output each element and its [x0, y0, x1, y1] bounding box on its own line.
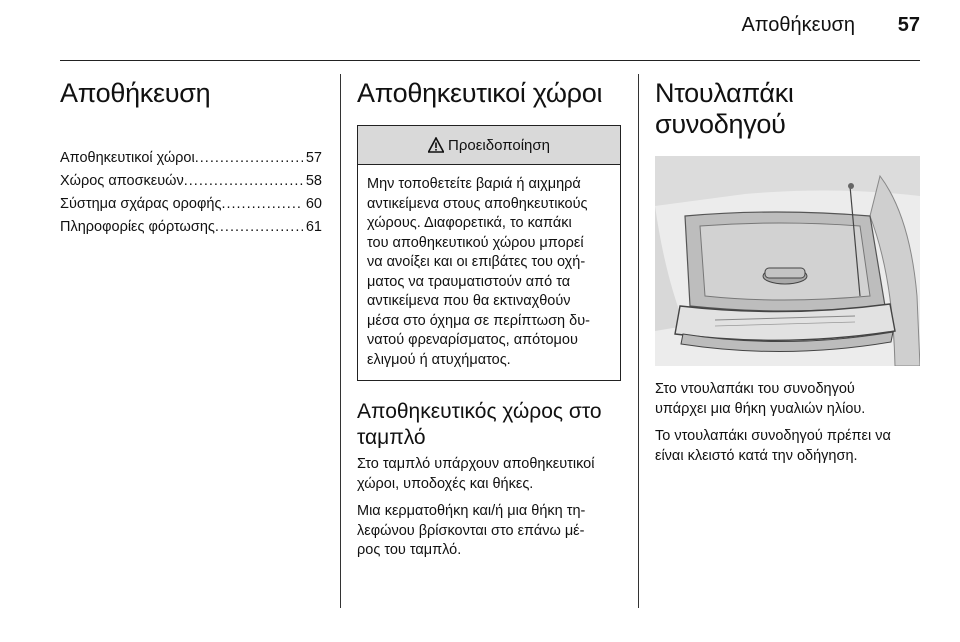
paragraph-line: χώροι, υποδοχές και θήκες. — [357, 475, 534, 492]
warning-line: νατού φρεναρίσματος, απότομου — [367, 332, 578, 348]
warning-line: του αποθηκευτικού χώρου μπορεί — [367, 234, 584, 251]
toc-entry-page: 60 — [305, 196, 322, 212]
toc-entry-page: 57 — [305, 150, 322, 166]
toc-leader-dots — [195, 147, 303, 170]
toc-leader-dots — [184, 170, 303, 193]
toc-entry[interactable] — [60, 216, 322, 239]
paragraph-line: υπάρχει μια θήκη γυαλιών ηλίου. — [655, 400, 866, 417]
toc-entry[interactable] — [60, 170, 322, 193]
middle-column — [357, 70, 622, 569]
paragraph-line: ρος του ταμπλό. — [357, 542, 462, 558]
toc-entry-page: 58 — [305, 173, 322, 189]
warning-box — [357, 125, 621, 381]
toc-entry-page: 61 — [305, 219, 322, 235]
column-divider-2 — [638, 74, 639, 608]
toc-entry-label: Αποθηκευτικοί χώροι — [60, 150, 195, 166]
warning-line: χώρους. Διαφορετικά, το καπάκι — [367, 215, 572, 231]
warning-line: ελιγμού ή ατυχήματος. — [367, 351, 511, 368]
right-column — [655, 70, 920, 474]
warning-triangle-icon — [428, 137, 444, 153]
toc-leader-dots — [215, 216, 303, 239]
table-of-contents — [60, 147, 322, 239]
chapter-title: Αποθήκευση — [60, 78, 211, 108]
toc-entry[interactable] — [60, 147, 322, 170]
paragraph — [357, 502, 622, 561]
section-title-glovebox: Ντουλαπάκι συνοδηγού — [655, 78, 794, 139]
paragraph-line: είναι κλειστό κατά την οδήγηση. — [655, 447, 858, 464]
warning-line: μέσα στο όχημα σε περίπτωση δυ- — [367, 312, 590, 329]
left-column — [60, 70, 322, 239]
paragraph-line: Στο ταμπλό υπάρχουν αποθηκευτικοί — [357, 456, 595, 472]
warning-line: αντικείμενα που θα εκτιναχθούν — [367, 293, 571, 309]
toc-entry-label: Πληροφορίες φόρτωσης — [60, 219, 215, 235]
warning-line: αντικείμενα στους αποθηκευτικούς — [367, 195, 588, 212]
header-divider — [60, 60, 920, 61]
paragraph — [655, 427, 920, 466]
paragraph-line: λεφώνου βρίσκονται στο επάνω μέ- — [357, 522, 585, 539]
toc-entry-label: Χώρος αποσκευών — [60, 173, 184, 189]
warning-header — [358, 126, 620, 165]
warning-text — [358, 165, 620, 380]
glovebox-drawing — [655, 156, 920, 366]
paragraph-line: Μια κερματοθήκη και/ή μια θήκη τη- — [357, 503, 586, 519]
paragraph — [655, 380, 920, 419]
paragraph-line: Στο ντουλαπάκι του συνοδηγού — [655, 381, 855, 397]
paragraph — [357, 455, 622, 494]
warning-heading: Προειδοποίηση — [448, 136, 550, 154]
page-number: 57 — [897, 14, 920, 36]
toc-entry[interactable] — [60, 193, 322, 216]
warning-line: να ανοίξει και οι επιβάτες του οχή- — [367, 254, 586, 270]
glovebox-illustration — [655, 156, 920, 366]
toc-leader-dots — [221, 193, 302, 216]
subsection-title-dashboard: Αποθηκευτικός χώρος στο ταμπλό — [357, 400, 602, 449]
warning-line: ματος να τραυματιστούν από τα — [367, 273, 571, 290]
column-divider-1 — [340, 74, 341, 608]
warning-line: Μην τοποθετείτε βαριά ή αιχμηρά — [367, 176, 581, 192]
paragraph-line: Το ντουλαπάκι συνοδηγού πρέπει να — [655, 428, 891, 444]
toc-entry-label: Σύστημα σχάρας οροφής — [60, 196, 222, 212]
running-header-title: Αποθήκευση — [741, 14, 855, 36]
section-title-storage: Αποθηκευτικοί χώροι — [357, 78, 603, 108]
